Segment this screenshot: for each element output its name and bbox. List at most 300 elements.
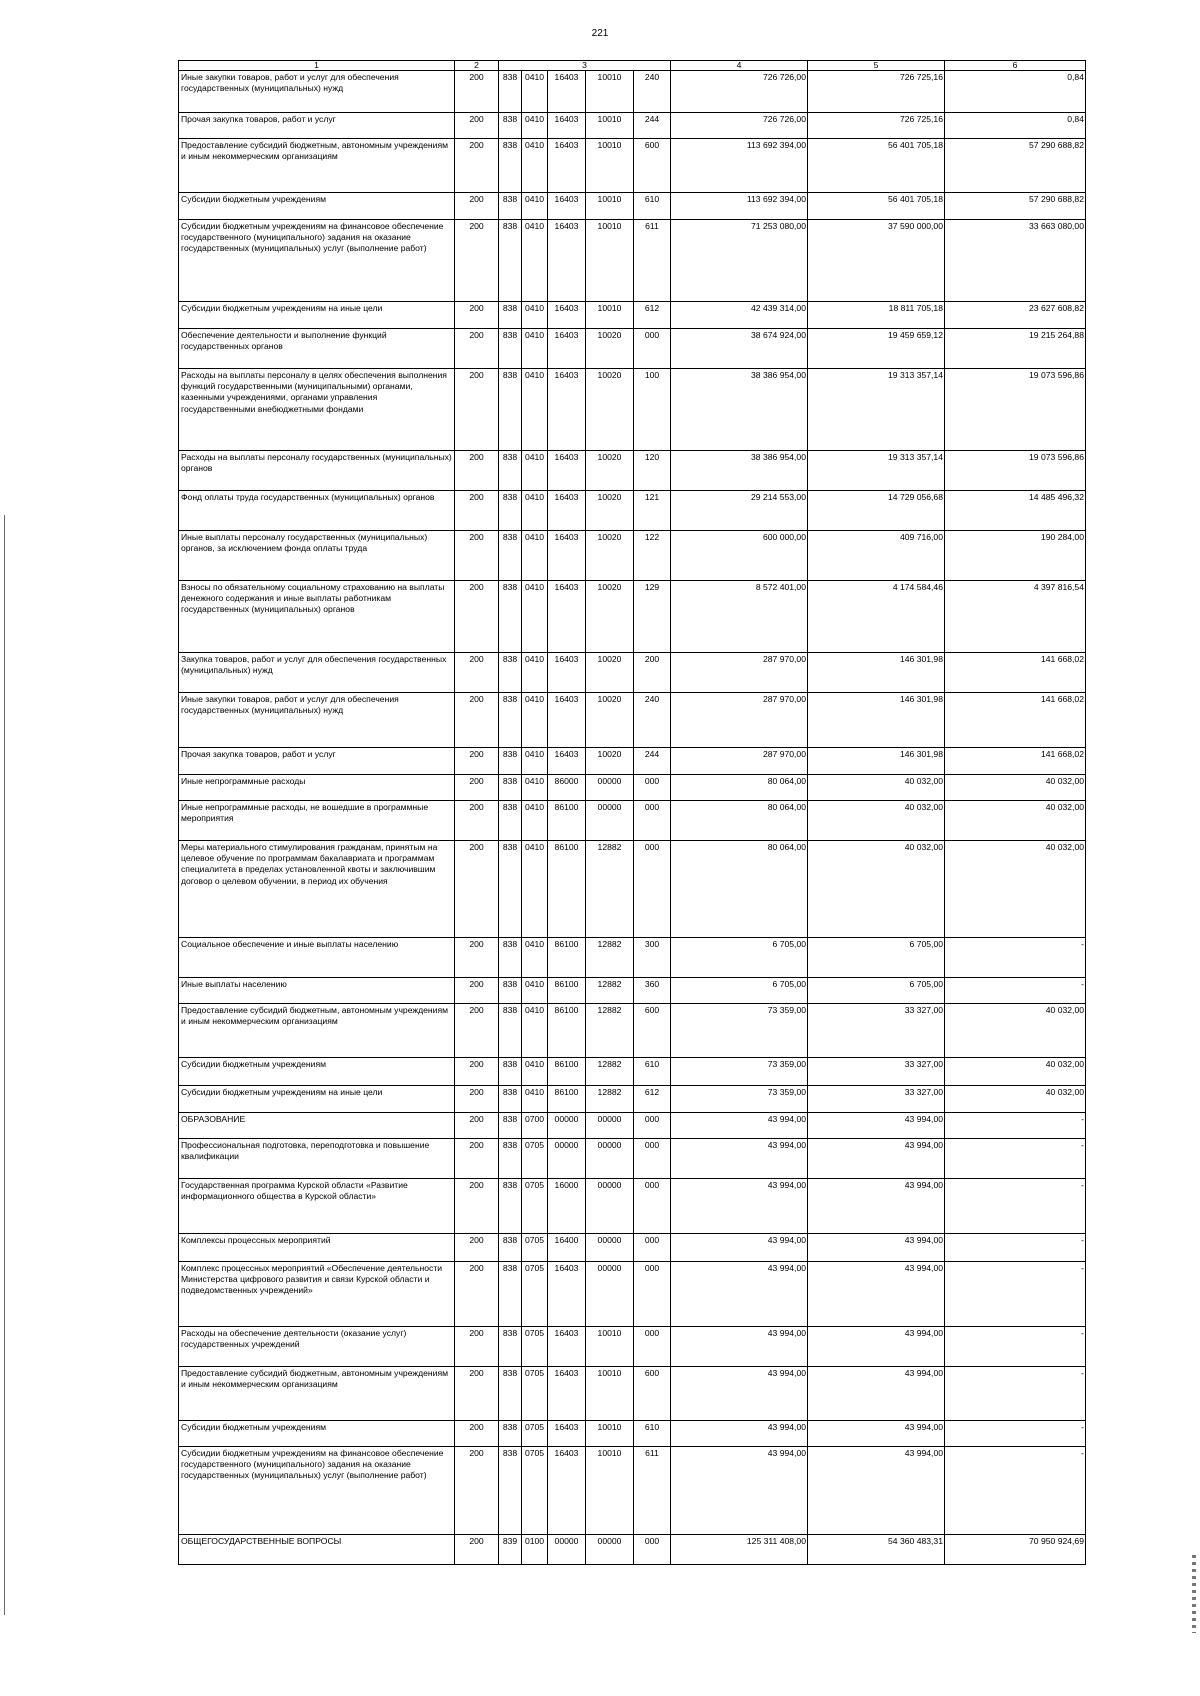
row-code-3c: 16403 xyxy=(548,653,586,693)
row-code-3e: 120 xyxy=(634,451,671,491)
row-description: Субсидии бюджетным учреждениям на иные цели xyxy=(179,1086,455,1113)
row-amount-6: 141 668,02 xyxy=(945,693,1086,748)
row-code-3e: 600 xyxy=(634,139,671,193)
row-code-2: 200 xyxy=(455,978,499,1004)
scan-edge-marks xyxy=(1192,1555,1196,1633)
row-code-3a: 838 xyxy=(499,1113,522,1139)
row-amount-6: 40 032,00 xyxy=(945,1004,1086,1058)
row-code-3c: 16403 xyxy=(548,693,586,748)
row-code-3e: 610 xyxy=(634,193,671,220)
row-code-3c: 86100 xyxy=(548,1004,586,1058)
table-row xyxy=(179,1535,1086,1565)
row-amount-6: 141 668,02 xyxy=(945,748,1086,775)
row-code-2: 200 xyxy=(455,1447,499,1535)
row-code-2: 200 xyxy=(455,71,499,113)
row-code-3c: 16403 xyxy=(548,748,586,775)
row-code-3c: 00000 xyxy=(548,1535,586,1565)
row-amount-4: 600 000,00 xyxy=(671,531,808,581)
table-row xyxy=(179,1179,1086,1234)
row-code-3d: 10010 xyxy=(586,71,634,113)
row-code-3b: 0410 xyxy=(522,1086,548,1113)
table-row xyxy=(179,938,1086,978)
row-code-3d: 12882 xyxy=(586,978,634,1004)
row-code-2: 200 xyxy=(455,1327,499,1367)
row-description: Субсидии бюджетным учреждениям на финансовое обеспечение государственного (муниципального) задания на оказание государственных (муниципальных) услуг (выполнение работ) xyxy=(179,1447,455,1535)
row-code-3b: 0410 xyxy=(522,1004,548,1058)
row-amount-5: 40 032,00 xyxy=(808,841,945,938)
row-code-3d: 10020 xyxy=(586,653,634,693)
table-row xyxy=(179,113,1086,139)
row-code-3a: 838 xyxy=(499,113,522,139)
row-amount-4: 73 359,00 xyxy=(671,1004,808,1058)
row-code-3e: 000 xyxy=(634,1179,671,1234)
row-amount-4: 287 970,00 xyxy=(671,693,808,748)
row-amount-6: 23 627 608,82 xyxy=(945,302,1086,329)
row-code-2: 200 xyxy=(455,1179,499,1234)
row-code-3c: 86000 xyxy=(548,775,586,801)
row-code-3c: 16403 xyxy=(548,1447,586,1535)
row-code-3c: 86100 xyxy=(548,938,586,978)
row-amount-6: 14 485 496,32 xyxy=(945,491,1086,531)
row-code-3c: 16403 xyxy=(548,193,586,220)
table-row xyxy=(179,71,1086,113)
row-code-2: 200 xyxy=(455,1367,499,1421)
row-code-3c: 16400 xyxy=(548,1234,586,1262)
row-code-2: 200 xyxy=(455,1004,499,1058)
row-code-3b: 0100 xyxy=(522,1535,548,1565)
row-code-3b: 0700 xyxy=(522,1113,548,1139)
row-amount-4: 43 994,00 xyxy=(671,1421,808,1447)
table-row xyxy=(179,451,1086,491)
row-code-3a: 838 xyxy=(499,801,522,841)
row-code-3a: 838 xyxy=(499,841,522,938)
row-amount-4: 43 994,00 xyxy=(671,1113,808,1139)
row-amount-6: - xyxy=(945,1262,1086,1327)
row-code-3b: 0410 xyxy=(522,841,548,938)
row-amount-5: 43 994,00 xyxy=(808,1327,945,1367)
row-code-3d: 10020 xyxy=(586,693,634,748)
row-code-3d: 00000 xyxy=(586,1113,634,1139)
row-amount-4: 6 705,00 xyxy=(671,978,808,1004)
row-code-3d: 12882 xyxy=(586,938,634,978)
row-amount-6: 19 073 596,86 xyxy=(945,451,1086,491)
table-row xyxy=(179,581,1086,653)
row-code-2: 200 xyxy=(455,491,499,531)
row-code-3a: 838 xyxy=(499,748,522,775)
row-code-3c: 16403 xyxy=(548,1327,586,1367)
row-code-3c: 16403 xyxy=(548,1367,586,1421)
row-amount-4: 73 359,00 xyxy=(671,1058,808,1086)
table-row xyxy=(179,1327,1086,1367)
row-amount-4: 38 386 954,00 xyxy=(671,451,808,491)
row-code-3b: 0705 xyxy=(522,1447,548,1535)
row-code-3e: 244 xyxy=(634,113,671,139)
row-code-2: 200 xyxy=(455,1535,499,1565)
row-code-3e: 000 xyxy=(634,1535,671,1565)
row-description: Иные закупки товаров, работ и услуг для обеспечения государственных (муниципальных) нужд xyxy=(179,693,455,748)
row-code-3b: 0705 xyxy=(522,1139,548,1179)
row-amount-5: 4 174 584,46 xyxy=(808,581,945,653)
row-code-3a: 838 xyxy=(499,220,522,302)
row-amount-5: 146 301,98 xyxy=(808,693,945,748)
row-amount-5: 33 327,00 xyxy=(808,1004,945,1058)
row-code-3c: 16403 xyxy=(548,113,586,139)
row-amount-5: 19 313 357,14 xyxy=(808,451,945,491)
row-amount-5: 18 811 705,18 xyxy=(808,302,945,329)
table-row xyxy=(179,1113,1086,1139)
row-code-3e: 000 xyxy=(634,841,671,938)
row-code-3e: 240 xyxy=(634,693,671,748)
row-amount-5: 146 301,98 xyxy=(808,653,945,693)
row-code-2: 200 xyxy=(455,302,499,329)
row-code-3d: 10010 xyxy=(586,1327,634,1367)
header-col-1: 1 xyxy=(179,61,455,71)
row-code-2: 200 xyxy=(455,1086,499,1113)
row-code-3c: 16403 xyxy=(548,581,586,653)
row-code-3a: 838 xyxy=(499,531,522,581)
row-code-3e: 100 xyxy=(634,369,671,451)
table-row xyxy=(179,1058,1086,1086)
row-description: Иные выплаты персоналу государственных (муниципальных) органов, за исключением фонда оплаты труда xyxy=(179,531,455,581)
row-code-2: 200 xyxy=(455,1234,499,1262)
row-code-3c: 16403 xyxy=(548,1421,586,1447)
row-code-3b: 0410 xyxy=(522,193,548,220)
row-code-3e: 000 xyxy=(634,329,671,369)
row-code-3c: 16403 xyxy=(548,369,586,451)
row-description: Взносы по обязательному социальному страхованию на выплаты денежного содержания и иные выплаты работникам государственных (муниципальных) органов xyxy=(179,581,455,653)
row-description: Иные непрограммные расходы xyxy=(179,775,455,801)
row-code-3b: 0410 xyxy=(522,139,548,193)
row-amount-6: - xyxy=(945,1447,1086,1535)
table-row xyxy=(179,1367,1086,1421)
row-code-3c: 16403 xyxy=(548,302,586,329)
row-description: Субсидии бюджетным учреждениям на иные цели xyxy=(179,302,455,329)
table-row xyxy=(179,748,1086,775)
row-code-3b: 0705 xyxy=(522,1327,548,1367)
row-amount-6: - xyxy=(945,1179,1086,1234)
row-amount-5: 726 725,16 xyxy=(808,71,945,113)
row-code-3e: 610 xyxy=(634,1421,671,1447)
table-row xyxy=(179,775,1086,801)
row-code-3d: 10010 xyxy=(586,220,634,302)
row-description: Закупка товаров, работ и услуг для обеспечения государственных (муниципальных) нужд xyxy=(179,653,455,693)
row-description: Иные закупки товаров, работ и услуг для обеспечения государственных (муниципальных) нужд xyxy=(179,71,455,113)
row-code-3a: 838 xyxy=(499,1447,522,1535)
row-code-3e: 000 xyxy=(634,1262,671,1327)
table-row xyxy=(179,978,1086,1004)
row-amount-5: 43 994,00 xyxy=(808,1421,945,1447)
row-amount-6: - xyxy=(945,1113,1086,1139)
row-code-3e: 600 xyxy=(634,1367,671,1421)
row-code-3b: 0410 xyxy=(522,748,548,775)
row-code-3b: 0410 xyxy=(522,775,548,801)
row-amount-5: 56 401 705,18 xyxy=(808,139,945,193)
row-amount-5: 726 725,16 xyxy=(808,113,945,139)
row-amount-6: 57 290 688,82 xyxy=(945,139,1086,193)
row-code-3d: 00000 xyxy=(586,775,634,801)
row-amount-6: 0,84 xyxy=(945,113,1086,139)
row-code-3b: 0410 xyxy=(522,302,548,329)
row-description: Комплексы процессных мероприятий xyxy=(179,1234,455,1262)
row-amount-5: 19 459 659,12 xyxy=(808,329,945,369)
row-code-3b: 0410 xyxy=(522,329,548,369)
row-code-3e: 000 xyxy=(634,1327,671,1367)
row-amount-4: 43 994,00 xyxy=(671,1327,808,1367)
row-code-2: 200 xyxy=(455,113,499,139)
row-amount-4: 73 359,00 xyxy=(671,1086,808,1113)
row-code-3e: 611 xyxy=(634,1447,671,1535)
table-row xyxy=(179,1139,1086,1179)
row-code-3c: 16403 xyxy=(548,220,586,302)
row-code-3d: 10020 xyxy=(586,451,634,491)
row-code-3a: 838 xyxy=(499,1004,522,1058)
row-code-3a: 838 xyxy=(499,71,522,113)
row-amount-4: 38 674 924,00 xyxy=(671,329,808,369)
row-amount-6: - xyxy=(945,1139,1086,1179)
row-description: Иные выплаты населению xyxy=(179,978,455,1004)
row-amount-4: 43 994,00 xyxy=(671,1447,808,1535)
row-code-2: 200 xyxy=(455,220,499,302)
table-row xyxy=(179,801,1086,841)
row-code-3a: 838 xyxy=(499,302,522,329)
row-code-3b: 0410 xyxy=(522,531,548,581)
row-amount-6: 0,84 xyxy=(945,71,1086,113)
row-amount-5: 40 032,00 xyxy=(808,775,945,801)
row-code-3e: 600 xyxy=(634,1004,671,1058)
row-code-2: 200 xyxy=(455,775,499,801)
row-amount-5: 56 401 705,18 xyxy=(808,193,945,220)
row-amount-4: 726 726,00 xyxy=(671,113,808,139)
row-amount-4: 43 994,00 xyxy=(671,1139,808,1179)
row-code-3a: 838 xyxy=(499,581,522,653)
row-code-2: 200 xyxy=(455,693,499,748)
table-row xyxy=(179,220,1086,302)
row-amount-5: 33 327,00 xyxy=(808,1058,945,1086)
row-code-2: 200 xyxy=(455,581,499,653)
table-row xyxy=(179,193,1086,220)
row-code-3b: 0410 xyxy=(522,113,548,139)
table-row xyxy=(179,1447,1086,1535)
row-amount-4: 125 311 408,00 xyxy=(671,1535,808,1565)
row-code-3b: 0410 xyxy=(522,938,548,978)
row-amount-6: 40 032,00 xyxy=(945,841,1086,938)
header-col-6: 6 xyxy=(945,61,1086,71)
row-code-3e: 612 xyxy=(634,302,671,329)
table-row xyxy=(179,491,1086,531)
row-amount-5: 146 301,98 xyxy=(808,748,945,775)
row-code-3d: 00000 xyxy=(586,801,634,841)
row-code-3c: 16403 xyxy=(548,491,586,531)
row-code-3d: 10020 xyxy=(586,531,634,581)
row-code-3b: 0705 xyxy=(522,1262,548,1327)
row-description: Субсидии бюджетным учреждениям xyxy=(179,193,455,220)
row-code-3a: 838 xyxy=(499,1262,522,1327)
row-amount-5: 6 705,00 xyxy=(808,978,945,1004)
row-code-3e: 244 xyxy=(634,748,671,775)
row-code-3c: 16403 xyxy=(548,71,586,113)
row-code-3c: 16403 xyxy=(548,531,586,581)
table-row xyxy=(179,369,1086,451)
row-code-3d: 10020 xyxy=(586,491,634,531)
row-code-3b: 0705 xyxy=(522,1421,548,1447)
row-amount-5: 43 994,00 xyxy=(808,1447,945,1535)
row-code-2: 200 xyxy=(455,653,499,693)
row-amount-6: 40 032,00 xyxy=(945,1058,1086,1086)
row-code-3b: 0410 xyxy=(522,491,548,531)
row-code-3e: 360 xyxy=(634,978,671,1004)
row-amount-4: 113 692 394,00 xyxy=(671,139,808,193)
row-amount-4: 80 064,00 xyxy=(671,775,808,801)
row-code-3a: 838 xyxy=(499,193,522,220)
row-code-3d: 12882 xyxy=(586,841,634,938)
row-amount-4: 43 994,00 xyxy=(671,1179,808,1234)
row-amount-6: 19 215 264,88 xyxy=(945,329,1086,369)
row-amount-6: 141 668,02 xyxy=(945,653,1086,693)
row-amount-6: - xyxy=(945,1421,1086,1447)
row-code-2: 200 xyxy=(455,841,499,938)
row-code-3b: 0705 xyxy=(522,1234,548,1262)
row-amount-4: 80 064,00 xyxy=(671,801,808,841)
row-code-3c: 16403 xyxy=(548,139,586,193)
row-code-3c: 16403 xyxy=(548,329,586,369)
row-description: Расходы на обеспечение деятельности (оказание услуг) государственных учреждений xyxy=(179,1327,455,1367)
row-code-3a: 838 xyxy=(499,1086,522,1113)
row-code-3a: 838 xyxy=(499,978,522,1004)
row-code-3e: 240 xyxy=(634,71,671,113)
row-description: Прочая закупка товаров, работ и услуг xyxy=(179,113,455,139)
row-code-2: 200 xyxy=(455,1113,499,1139)
row-code-3b: 0410 xyxy=(522,581,548,653)
row-code-3e: 300 xyxy=(634,938,671,978)
table-row xyxy=(179,302,1086,329)
row-code-3a: 838 xyxy=(499,1179,522,1234)
row-amount-4: 71 253 080,00 xyxy=(671,220,808,302)
row-amount-5: 43 994,00 xyxy=(808,1234,945,1262)
row-code-3c: 16403 xyxy=(548,451,586,491)
row-code-3c: 00000 xyxy=(548,1113,586,1139)
row-code-3e: 000 xyxy=(634,1139,671,1179)
row-code-3a: 838 xyxy=(499,139,522,193)
row-code-2: 200 xyxy=(455,801,499,841)
row-code-3e: 000 xyxy=(634,1113,671,1139)
row-code-2: 200 xyxy=(455,1262,499,1327)
row-code-2: 200 xyxy=(455,451,499,491)
row-amount-4: 42 439 314,00 xyxy=(671,302,808,329)
row-code-3e: 000 xyxy=(634,1234,671,1262)
row-amount-6: 57 290 688,82 xyxy=(945,193,1086,220)
row-amount-4: 80 064,00 xyxy=(671,841,808,938)
row-code-3d: 12882 xyxy=(586,1086,634,1113)
row-amount-6: 190 284,00 xyxy=(945,531,1086,581)
row-code-3a: 838 xyxy=(499,1421,522,1447)
row-code-3b: 0705 xyxy=(522,1367,548,1421)
row-code-3e: 000 xyxy=(634,801,671,841)
table-row xyxy=(179,1086,1086,1113)
row-amount-6: 40 032,00 xyxy=(945,1086,1086,1113)
row-code-3d: 10020 xyxy=(586,581,634,653)
row-code-3d: 10020 xyxy=(586,329,634,369)
row-code-3b: 0410 xyxy=(522,369,548,451)
row-code-3a: 838 xyxy=(499,1139,522,1179)
row-amount-6: - xyxy=(945,978,1086,1004)
row-code-3a: 838 xyxy=(499,653,522,693)
row-description: Предоставление субсидий бюджетным, автономным учреждениям и иным некоммерческим организациям xyxy=(179,1004,455,1058)
row-code-3a: 838 xyxy=(499,1234,522,1262)
row-description: Социальное обеспечение и иные выплаты населению xyxy=(179,938,455,978)
row-code-3e: 610 xyxy=(634,1058,671,1086)
row-amount-6: - xyxy=(945,1327,1086,1367)
row-code-3e: 611 xyxy=(634,220,671,302)
row-amount-5: 14 729 056,68 xyxy=(808,491,945,531)
row-code-3e: 121 xyxy=(634,491,671,531)
table-row xyxy=(179,329,1086,369)
row-code-3b: 0410 xyxy=(522,451,548,491)
row-amount-6: 33 663 080,00 xyxy=(945,220,1086,302)
row-code-3d: 00000 xyxy=(586,1262,634,1327)
row-code-2: 200 xyxy=(455,1139,499,1179)
row-code-3b: 0410 xyxy=(522,978,548,1004)
row-code-3a: 838 xyxy=(499,938,522,978)
row-description: Обеспечение деятельности и выполнение функций государственных органов xyxy=(179,329,455,369)
table-row xyxy=(179,1421,1086,1447)
row-amount-5: 19 313 357,14 xyxy=(808,369,945,451)
row-description: Предоставление субсидий бюджетным, автономным учреждениям и иным некоммерческим организациям xyxy=(179,139,455,193)
header-col-5: 5 xyxy=(808,61,945,71)
row-code-2: 200 xyxy=(455,369,499,451)
row-amount-6: - xyxy=(945,938,1086,978)
row-code-3b: 0410 xyxy=(522,220,548,302)
row-code-3a: 838 xyxy=(499,1367,522,1421)
row-code-3d: 10010 xyxy=(586,139,634,193)
row-amount-4: 287 970,00 xyxy=(671,653,808,693)
row-code-2: 200 xyxy=(455,938,499,978)
row-code-3c: 86100 xyxy=(548,801,586,841)
header-col-3: 3 xyxy=(499,61,671,71)
row-description: Иные непрограммные расходы, не вошедшие в программные мероприятия xyxy=(179,801,455,841)
table-row xyxy=(179,1234,1086,1262)
row-code-3d: 12882 xyxy=(586,1058,634,1086)
row-code-3e: 122 xyxy=(634,531,671,581)
row-amount-5: 6 705,00 xyxy=(808,938,945,978)
row-code-3b: 0705 xyxy=(522,1179,548,1234)
row-code-2: 200 xyxy=(455,531,499,581)
row-code-3a: 838 xyxy=(499,369,522,451)
row-description: Предоставление субсидий бюджетным, автономным учреждениям и иным некоммерческим организациям xyxy=(179,1367,455,1421)
page-number: 221 xyxy=(591,28,609,39)
row-code-3e: 129 xyxy=(634,581,671,653)
row-amount-4: 8 572 401,00 xyxy=(671,581,808,653)
row-code-3c: 86100 xyxy=(548,1086,586,1113)
row-amount-5: 409 716,00 xyxy=(808,531,945,581)
row-amount-4: 43 994,00 xyxy=(671,1234,808,1262)
scan-edge-line xyxy=(4,515,5,1615)
row-code-3d: 10010 xyxy=(586,193,634,220)
row-amount-4: 38 386 954,00 xyxy=(671,369,808,451)
row-code-3d: 00000 xyxy=(586,1179,634,1234)
row-code-3a: 838 xyxy=(499,1327,522,1367)
row-amount-4: 43 994,00 xyxy=(671,1367,808,1421)
row-code-3b: 0410 xyxy=(522,653,548,693)
row-amount-5: 43 994,00 xyxy=(808,1139,945,1179)
table-row xyxy=(179,1004,1086,1058)
row-code-3b: 0410 xyxy=(522,801,548,841)
row-code-3b: 0410 xyxy=(522,1058,548,1086)
row-code-3a: 838 xyxy=(499,329,522,369)
row-code-3c: 16000 xyxy=(548,1179,586,1234)
row-description: Прочая закупка товаров, работ и услуг xyxy=(179,748,455,775)
row-description: Комплекс процессных мероприятий «Обеспечение деятельности Министерства цифрового развития и связи Курской области и подведомственных учреждений» xyxy=(179,1262,455,1327)
row-code-2: 200 xyxy=(455,193,499,220)
